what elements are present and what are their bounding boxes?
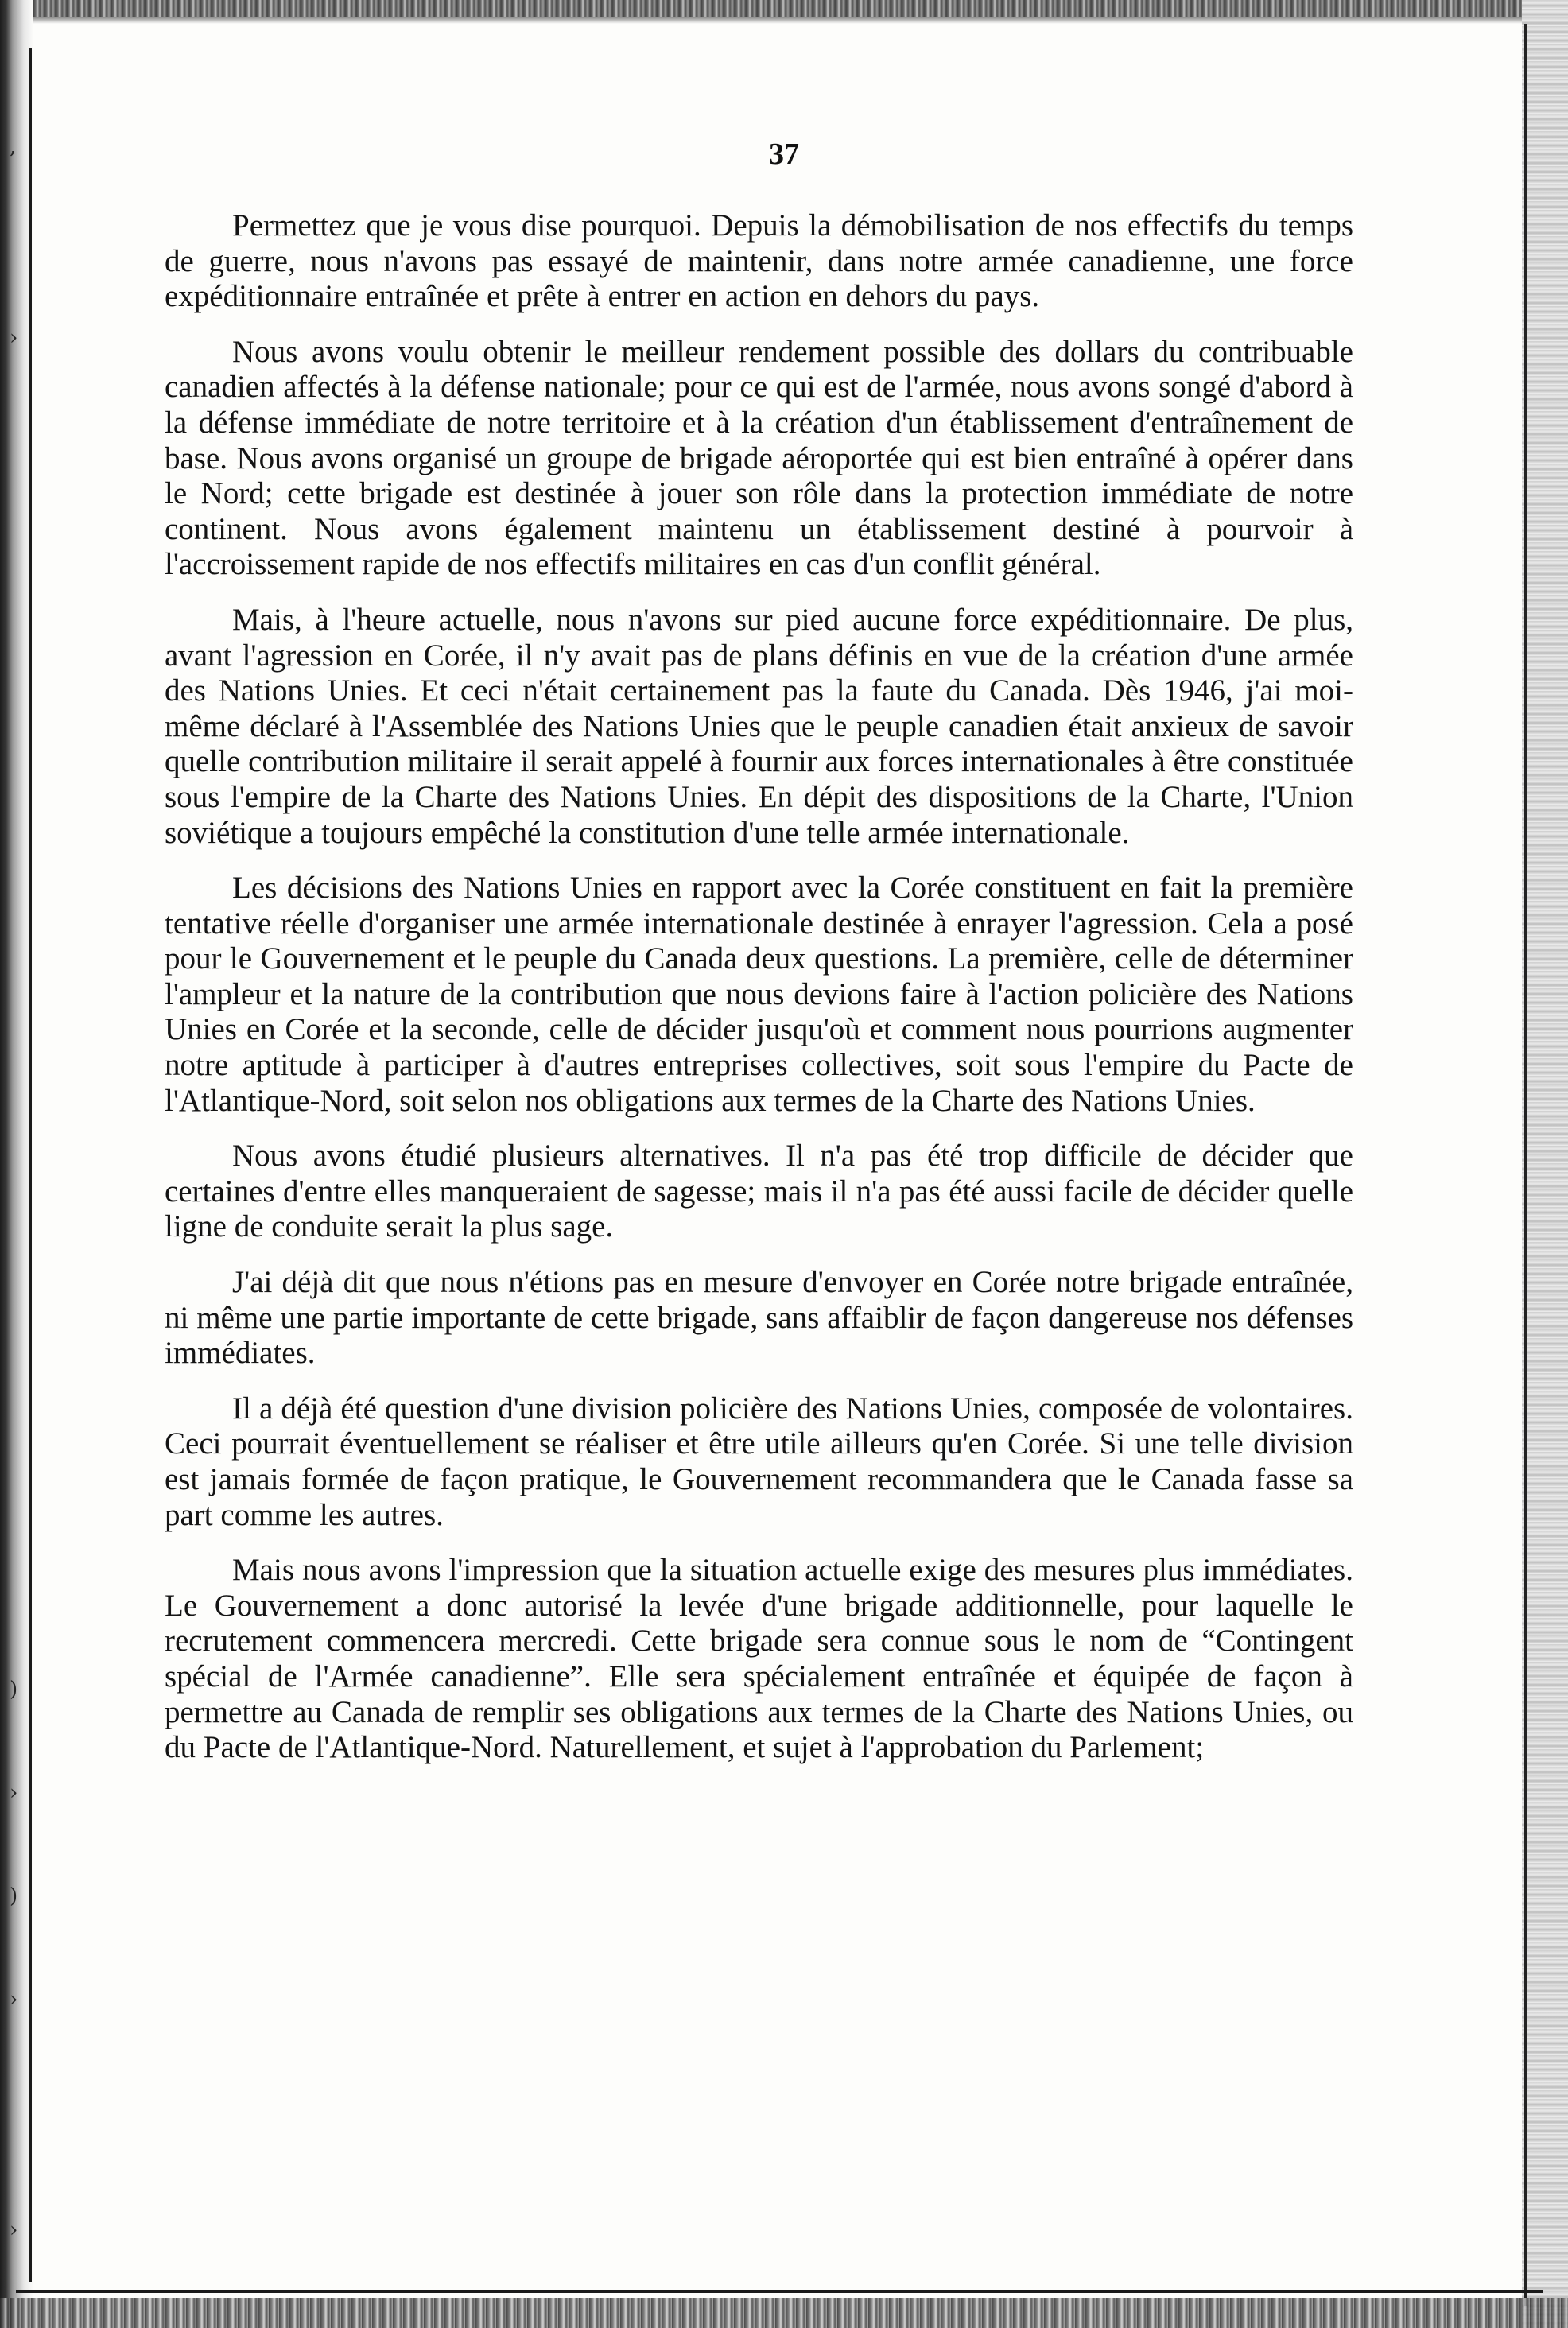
body-text [165,208,1353,1786]
margin-speck: ) [10,1678,18,1701]
scan-top-shadow [0,17,1568,24]
scan-right-edge [1522,0,1568,2328]
paragraph: Nous avons voulu obtenir le meilleur rendement possible des dollars du contribuable canadien affectés à la défense nationale; pour ce qui est de l'armée, nous avons songé d'abord à la défense immédiate de notre territoire et à la création d'un établissement d'entraînement de base. Nous avons organisé un groupe de brigade aéroportée qui est bien entraîné à opérer dans le Nord; cette brigade est destinée à jouer son rôle dans la protection immédiate de notre continent. Nous avons également maintenu un établissement destiné à pourvoir à l'accroissement rapide de nos effectifs militaires en cas d'un conflit général. [165,334,1353,582]
scan-bottom-edge [0,2298,1568,2328]
margin-speck: , [10,135,17,159]
margin-speck: › [10,326,18,350]
paragraph: Il a déjà été question d'une division policière des Nations Unies, composée de volontaires. Ceci pourrait éventuellement se réaliser et être utile ailleurs qu'en Corée. Si une telle division est jamais formée de façon pratique, le Gouvernement recommandera que le Canada fasse sa part comme les autres. [165,1391,1353,1532]
paragraph: Nous avons étudié plusieurs alternatives. Il n'a pas été trop difficile de décider que certaines d'entre elles manqueraient de sagesse; mais il n'a pas été aussi facile de décider quelle ligne de conduite serait la plus sage. [165,1139,1353,1244]
paragraph: Mais, à l'heure actuelle, nous n'avons sur pied aucune force expéditionnaire. De plus, avant l'agression en Corée, il n'y avait pas de plans définis en vue de la création d'une armée des Nations Unies. Et ceci n'était certainement pas la faute du Canada. Dès 1946, j'ai moi-même déclaré à l'Assemblée des Nations Unies que le peuple canadien était anxieux de savoir quelle contribution militaire il serait appelé à fournir aux forces internationales à être constituée sous l'empire de la Charte des Nations Unies. En dépit des dispositions de la Charte, l'Union soviétique a toujours empêché la constitution d'une telle armée internationale. [165,602,1353,850]
margin-speck: ) [10,1884,18,1908]
paragraph: J'ai déjà dit que nous n'étions pas en mesure d'envoyer en Corée notre brigade entraînée, ni même une partie importante de cette brigade, sans affaiblir de façon dangereuse nos défenses immédiates. [165,1265,1353,1371]
scan-top-edge [0,0,1568,17]
paragraph: Les décisions des Nations Unies en rapport avec la Corée constituent en fait la première tentative réelle d'organiser une armée internationale destinée à enrayer l'agression. Cela a posé pour le Gouvernement et le peuple du Canada deux questions. La première, celle de déterminer l'ampleur et la nature de la contribution que nous devions faire à l'action policière des Nations Unies en Corée et la seconde, celle de décider jusqu'où et comment nous pourrions augmenter notre aptitude à participer à d'autres entreprises collectives, soit sous l'empire du Pacte de l'Atlantique-Nord, soit selon nos obligations aux termes de la Charte des Nations Unies. [165,871,1353,1118]
margin-speck: › [10,1988,18,2012]
page-number: 37 [769,138,799,171]
paragraph: Permettez que je vous dise pourquoi. Depuis la démobilisation de nos effectifs du temps de guerre, nous n'avons pas essayé de maintenir, dans notre armée canadienne, une force expéditionnaire entraînée et prête à entrer en action en dehors du pays. [165,208,1353,314]
scan-right-border-line [1524,24,1527,2306]
scan-left-border-line [29,48,32,2282]
paragraph: Mais nous avons l'impression que la situation actuelle exige des mesures plus immédiates. Le Gouvernement a donc autorisé la levée d'une brigade additionnelle, pour laquelle le recrutement commencera mercredi. Cette brigade sera connue sous le nom de “Contingent spécial de l'Armée canadienne”. Elle sera spécialement entraînée et équipée de façon à permettre au Canada de remplir ses obligations aux termes de la Charte des Nations Unies, ou du Pacte de l'Atlantique-Nord. Naturellement, et sujet à l'approbation du Parlement; [165,1553,1353,1765]
margin-speck: › [10,2218,18,2242]
scan-bottom-border-line [16,2290,1543,2293]
margin-speck: › [10,1781,18,1805]
